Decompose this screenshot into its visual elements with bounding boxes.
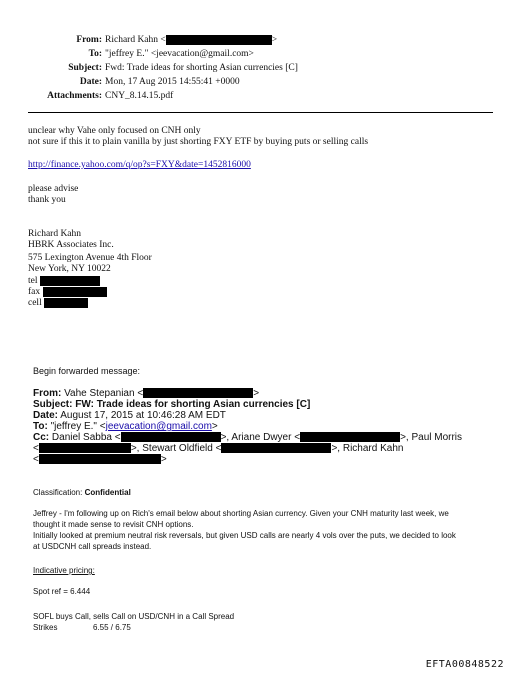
redaction-block [300,432,400,442]
sofl-call-spread: SOFL buys Call, sells Call on USD/CNH in a Call Spread [33,612,235,621]
classification: Classification: Confidential [33,488,131,497]
attachment-file[interactable]: CNY_8.14.15.pdf [105,91,174,101]
date-value: Mon, 17 Aug 2015 14:55:41 +0000 [105,77,240,87]
from-label: From: [76,35,102,45]
fw-to: To: "jeffrey E." <jeevacation@gmail.com> [33,421,218,432]
subject-value: Fwd: Trade ideas for shorting Asian currencies [C] [105,63,298,73]
document-id: EFTA00848522 [425,659,504,670]
fw-from: From: Vahe Stepanian < > [33,388,260,399]
fw-to-email-link[interactable]: jeevacation@gmail.com [105,421,212,432]
fw-cc-line-3: < > [33,454,167,465]
forwarded-intro: Begin forwarded message: [33,366,141,376]
attachments-label: Attachments: [47,91,102,101]
indicative-pricing-heading: Indicative pricing: [33,566,95,575]
from-value: Richard Kahn < > [105,35,278,45]
thank-you-text: thank you [28,195,66,205]
redaction-block [39,443,131,453]
redaction-block [43,287,107,297]
signature-cell: cell [28,298,88,309]
signature-tel: tel [28,276,100,287]
signature-city: New York, NY 10022 [28,264,111,274]
please-advise-text: please advise [28,184,79,194]
inner-para-line-2: thought it made sense to revisit CNH options. [33,520,194,529]
redaction-block [143,388,253,398]
subject-label: Subject: [68,63,102,73]
signature-company: HBRK Associates Inc. [28,240,114,250]
inner-para-line-1: Jeffrey - I'm following up on Rich's email below about shorting Asian currency. Given your CNH maturity last week, we [33,509,449,518]
redaction-block [221,443,331,453]
redaction-block [44,298,88,308]
fw-date: Date: August 17, 2015 at 10:46:28 AM EDT [33,410,226,421]
fw-cc-line-1: Cc: Daniel Sabba < >, Ariane Dwyer < >, Paul Morris [33,432,463,443]
to-value: "jeffrey E." <jeevacation@gmail.com> [105,49,254,59]
fw-cc-line-2: < >, Stewart Oldfield < >, Richard Kahn [33,443,404,454]
redaction-block [166,35,272,45]
signature-address: 575 Lexington Avenue 4th Floor [28,253,152,263]
strikes-value: 6.55 / 6.75 [93,623,131,632]
inner-para-line-3: Initially looked at premium neutral risk reversals, but given USD calls are nearly 4 vols over the puts, we decided to look [33,531,456,540]
message-line-2: not sure if this it to plain vanilla by just shorting FXY ETF by buying puts or selling calls [28,137,369,147]
signature-name: Richard Kahn [28,229,82,239]
strikes-label: Strikes [33,623,58,632]
header-divider [28,112,493,113]
yahoo-finance-link[interactable]: http://finance.yahoo.com/q/op?s=FXY&date=1452816000 [28,160,251,170]
fw-subject: Subject: FW: Trade ideas for shorting Asian currencies [C] [33,399,311,410]
redaction-block [121,432,221,442]
spot-ref: Spot ref = 6.444 [33,587,91,596]
redaction-block [40,276,100,286]
date-label: Date: [79,77,102,87]
inner-para-line-4: at USDCNH call spreads instead. [33,542,152,551]
message-line-1: unclear why Vahe only focused on CNH only [28,126,201,136]
to-label: To: [88,49,102,59]
redaction-block [39,454,161,464]
signature-fax: fax [28,287,107,298]
